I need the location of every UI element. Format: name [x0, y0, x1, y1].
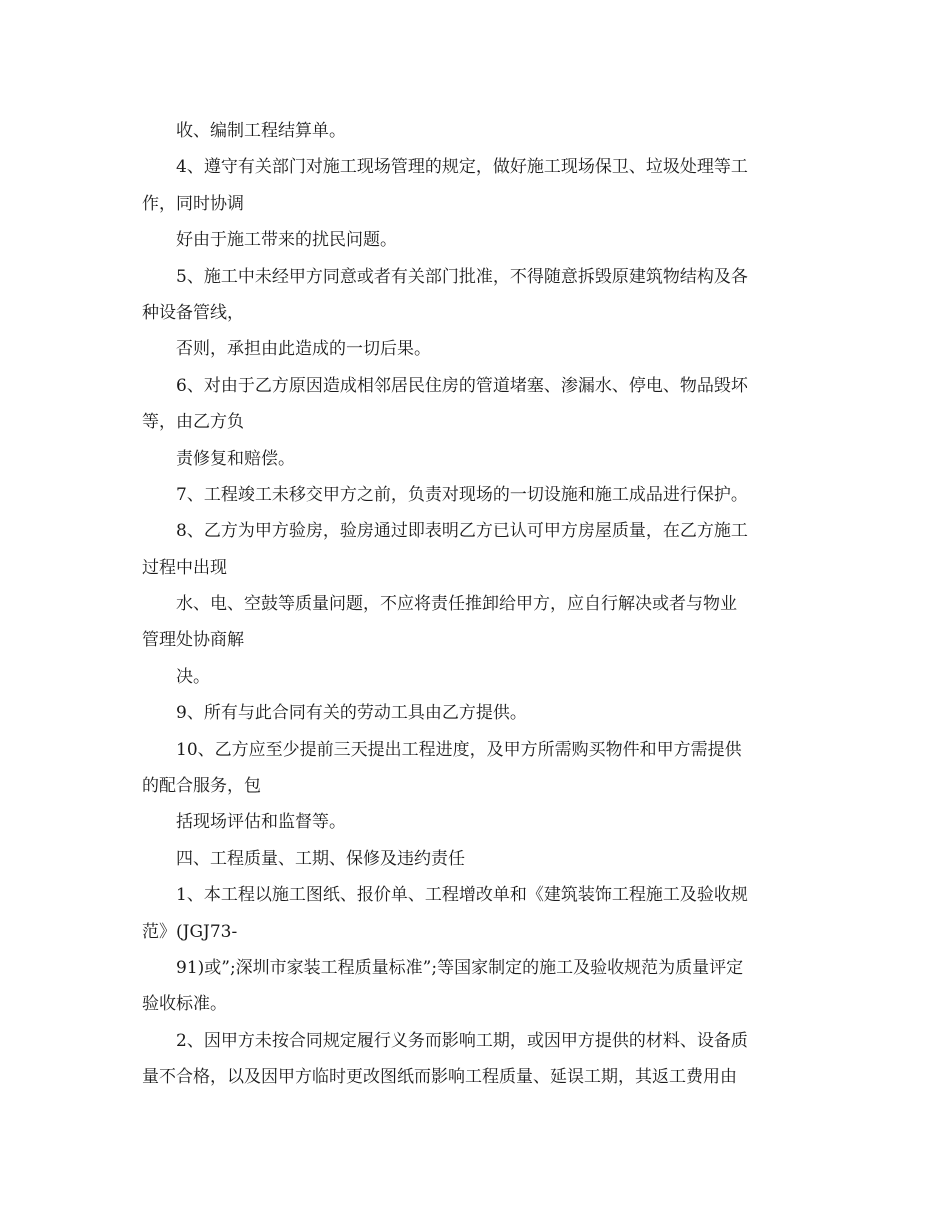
text-line: 范》(JGJ73- [142, 921, 238, 942]
text-line: 作，同时协调 [142, 193, 244, 214]
text-line: 水、电、空鼓等质量问题，不应将责任推卸给甲方，应自行解决或者与物业 [176, 594, 737, 615]
text-line: 6、对由于乙方原因造成相邻居民住房的管道堵塞、渗漏水、停电、物品毁坏 [176, 375, 748, 396]
text-line: 10、乙方应至少提前三天提出工程进度，及甲方所需购买物件和甲方需提供 [176, 739, 742, 760]
text-line: 括现场评估和监督等。 [176, 812, 346, 833]
text-line: 91)或”;深圳市家装工程质量标准”;等国家制定的施工及验收规范为质量评定 [176, 957, 744, 978]
text-line: 1、本工程以施工图纸、报价单、工程增改单和《建筑装饰工程施工及验收规 [176, 885, 748, 906]
section-heading: 四、工程质量、工期、保修及违约责任 [176, 848, 465, 869]
text-line: 9、所有与此合同有关的劳动工具由乙方提供。 [176, 703, 527, 724]
text-line: 5、施工中未经甲方同意或者有关部门批准，不得随意拆毁原建筑物结构及各 [176, 266, 748, 287]
contract-text [142, 113, 812, 1096]
text-line: 量不合格，以及因甲方临时更改图纸而影响工程质量、延误工期，其返工费用由 [142, 1067, 737, 1088]
text-line: 8、乙方为甲方验房，验房通过即表明乙方已认可甲方房屋质量，在乙方施工 [176, 521, 748, 542]
text-line: 过程中出现 [142, 557, 227, 578]
text-line: 2、因甲方未按合同规定履行义务而影响工期，或因甲方提供的材料、设备质 [176, 1030, 748, 1051]
text-line: 验收标准。 [142, 994, 227, 1015]
text-line: 管理处协商解 [142, 630, 244, 651]
text-line: 决。 [176, 666, 210, 687]
text-line: 责修复和赔偿。 [176, 448, 295, 469]
text-line: 收、编制工程结算单。 [176, 121, 346, 141]
text-line: 7、工程竣工未移交甲方之前，负责对现场的一切设施和施工成品进行保护。 [176, 484, 748, 505]
text-line: 的配合服务，包 [142, 776, 261, 797]
text-line: 否则，承担由此造成的一切后果。 [176, 339, 431, 360]
text-line: 等，由乙方负 [142, 412, 244, 433]
text-line: 好由于施工带来的扰民问题。 [176, 230, 397, 251]
text-line: 4、遵守有关部门对施工现场管理的规定，做好施工现场保卫、垃圾处理等工 [176, 157, 748, 178]
text-line: 种设备管线， [142, 302, 244, 323]
